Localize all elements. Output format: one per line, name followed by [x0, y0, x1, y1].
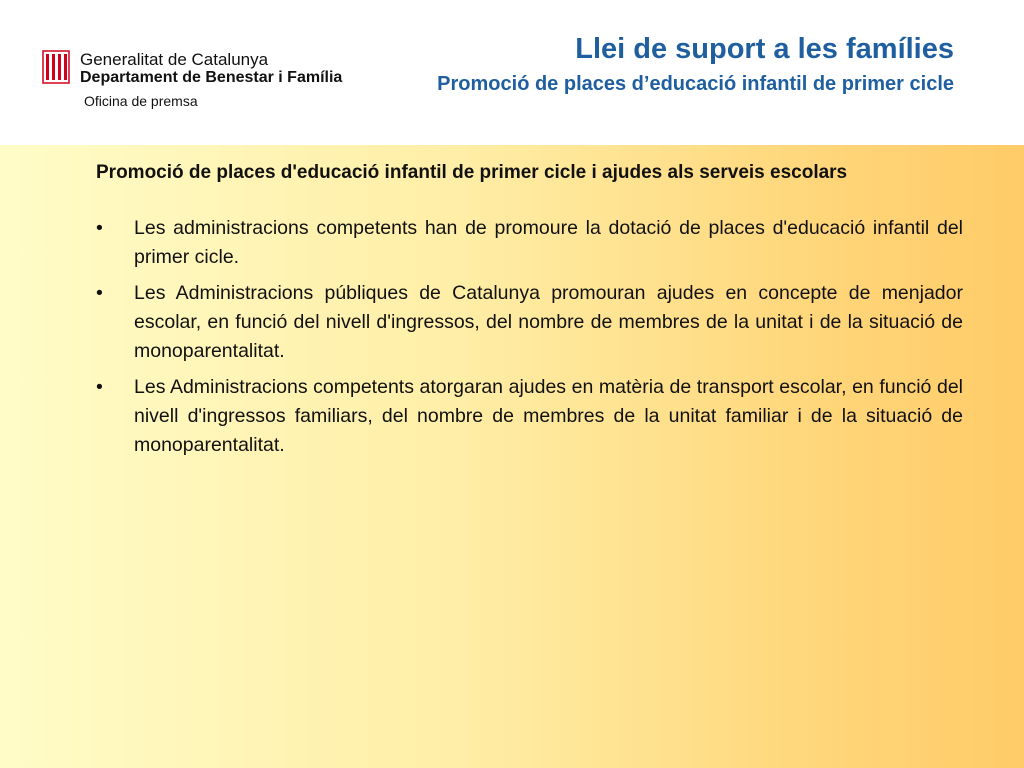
office-name: Oficina de premsa — [84, 93, 198, 109]
bullet-text: Les administracions competents han de promoure la dotació de places d'educació infantil del primer cicle. — [134, 217, 963, 268]
logo-text — [80, 50, 342, 110]
bullet-list — [96, 214, 963, 460]
bullet-text: Les Administracions públiques de Catalunya promouran ajudes en concepte de menjador escolar, en funció del nivell d'ingressos, del nombre de membres de la unitat i de la situació de monoparentalitat. — [134, 282, 963, 362]
bullet-mark: • — [96, 282, 103, 304]
catalan-flag-emblem-icon — [42, 50, 70, 84]
slide-header — [0, 0, 1024, 145]
bullet-mark: • — [96, 376, 103, 398]
list-item — [96, 279, 963, 366]
page-title: Llei de suport a les famílies — [575, 33, 954, 65]
bullet-mark: • — [96, 217, 103, 239]
slide-body — [0, 145, 1024, 768]
section-heading: Promoció de places d'educació infantil de primer cicle i ajudes als serveis escolars — [96, 162, 848, 183]
list-item — [96, 373, 963, 460]
org-name: Generalitat de Catalunya — [80, 50, 269, 69]
list-item — [96, 214, 963, 272]
department-name: Departament de Benestar i Família — [80, 69, 343, 86]
page-subtitle: Promoció de places d’educació infantil de primer cicle — [437, 73, 954, 95]
title-block — [394, 32, 954, 98]
bullet-text: Les Administracions competents atorgaran ajudes en matèria de transport escolar, en funció del nivell d'ingressos familiars, del nombre de membres de la unitat familiar i de la situació de monoparentalitat. — [134, 376, 963, 456]
content-area — [96, 159, 963, 467]
generalitat-logo — [42, 50, 342, 110]
